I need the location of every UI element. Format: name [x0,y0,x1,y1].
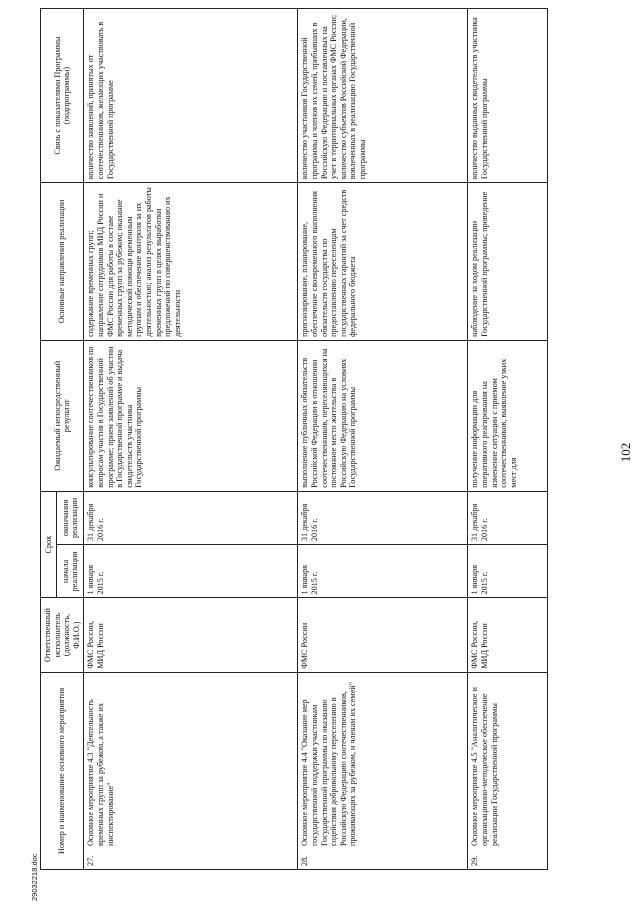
link-cell: количество выданных свидетельств участника Государственной программы [468,9,548,183]
header-responsible: Ответственный исполнитель (должность, Ф.И.О.) [41,598,84,672]
header-term: Срок [41,491,57,598]
directions-cell: наблюдение за ходом реализации Государственной программы; проведение [468,183,548,341]
page-number: 102 [618,442,633,463]
header-result: Ожидаемый непосредственный результат [41,340,84,491]
row-number: 27. [86,855,96,866]
start-cell: 1 января 2015 г. [468,545,548,598]
row-number: 29. [470,855,480,866]
directions-cell: прогнозирование, планирование, обеспечение своевременного выполнения обязательств государства по предоставлению переселенцам государственных гарантий за счет средств федерального бюджета [298,183,468,341]
link-cell: количество заявлений, принятых от соотечественников, желающих участвовать в Государственной программе [84,9,298,183]
end-cell: 31 декабря 2016 г. [84,491,298,544]
table-row [298,9,468,870]
header-number-name: Номер и наименование основного мероприятия [41,672,84,869]
responsible-cell: ФМС России [298,598,468,672]
measures-table [40,8,548,870]
measure-name: Основное мероприятие 4.4 "Оказание мер государственной поддержки участникам Государственной программы по оказанию содействия добровольному переселению в Российскую Федерацию соотечественников, проживающих за рубежом, и членам их семей" [300,682,358,846]
measure-name: Основное мероприятие 4.3 "Деятельность временных групп за рубежом, а также их инспектирование" [86,699,115,846]
header-directions: Основные направления реализации [41,183,84,341]
result-cell: получение информации для оперативного реагирования на изменение ситуации с приемом соотечественников, выявление узких мест для [468,340,548,491]
result-cell: консультирование соотечественников по вопросам участия в Государственной программе; прием заявлений об участии в Государственной программе и выдача свидетельств участника Государственной программы [84,340,298,491]
responsible-cell: ФМС России, МИД России [84,598,298,672]
table-row [84,9,298,870]
header-end: окончания реализации [57,491,84,544]
measure-name: Основное мероприятие 4.5 "Аналитическое и организационно-методическое обеспечение реализации Государственной программы [470,687,499,846]
row-number: 28. [300,855,310,866]
link-cell: количество участников Государственной программы и членов их семей, прибывших в Российскую Федерацию и поставленных на учет в территориальных органах ФМС России; количество субъектов Российской Федерации, вовлеченных в реализацию Государственной программы [298,9,468,183]
table-row [468,9,548,870]
measure-name-cell [84,672,298,869]
measure-name-cell [298,672,468,869]
header-start: начала реализации [57,545,84,598]
end-cell: 31 декабря 2016 г. [298,491,468,544]
measure-name-cell [468,672,548,869]
responsible-cell: ФМС России, МИД России [468,598,548,672]
directions-cell: содержание временных групп; направление сотрудников МИД России и ФМС России для работы в составе временных групп за рубежом; оказание методической помощи временным группам и обеспечение контроля за их деятельностью; анализ результатов работы временных групп в целях выработки предложений по совершенствованию их деятельности [84,183,298,341]
document-id: 29032218.doc [30,853,39,901]
start-cell: 1 января 2015 г. [298,545,468,598]
start-cell: 1 января 2015 г. [84,545,298,598]
header-link: Связь с показателями Программы (подпрограммы) [41,9,84,183]
result-cell: выполнение публичных обязательств Российской Федерации в отношении соотечественников, переселяющихся на постоянное место жительства в Российскую Федерацию на условиях Государственной программы [298,340,468,491]
end-cell: 31 декабря 2016 г. [468,491,548,544]
